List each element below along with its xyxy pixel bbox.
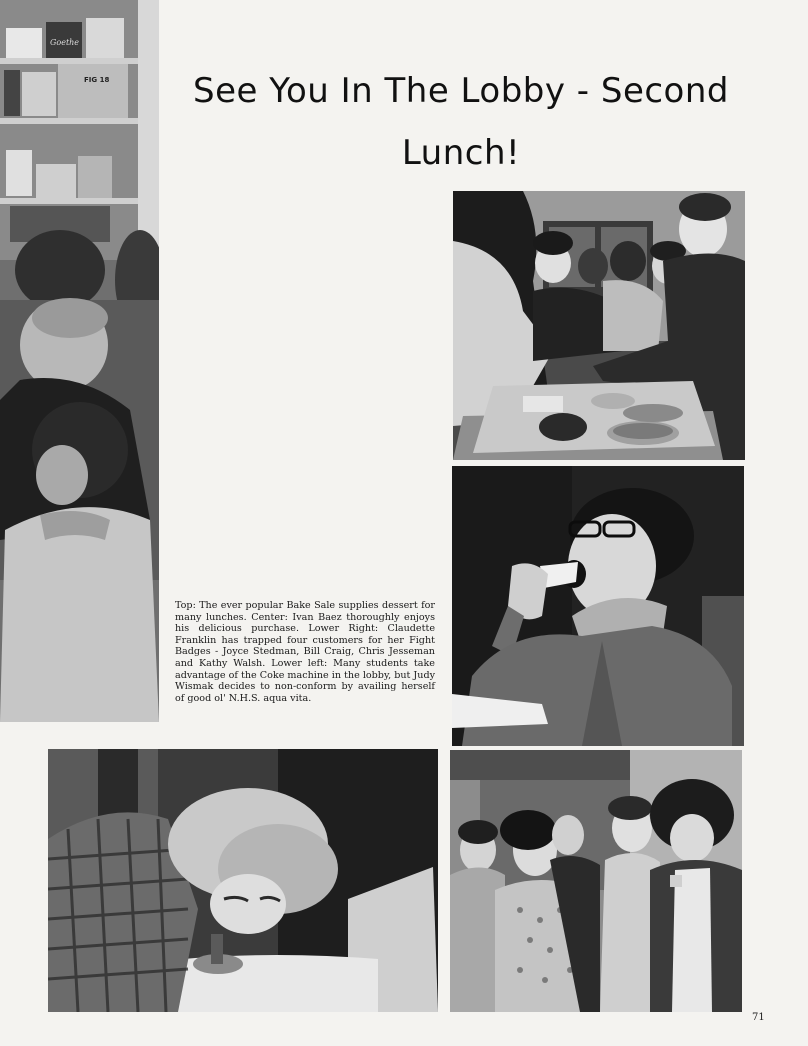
headline-line-2: Lunch! [401,133,521,173]
photo-book-rack-students [0,0,159,722]
book-title-fig: FIG 18 [84,76,110,84]
book-title-goethe: Goethe [50,38,80,47]
headline-line-1: See You In The Lobby - Second [192,71,729,111]
photo-fight-badges-group [450,750,742,1012]
page-headline [165,60,757,184]
photo-caption: Top: The ever popular Bake Sale supplies dessert for many lunches. Center: Ivan Baez thoroughly enjoys his delicious purchase. Lower Right: Claudette Franklin has trapped four customers for her Fight Badges - Joyce Stedman, Bill Craig, Chris Jesseman and Kathy Walsh. Lower left: Many students take advantage of the Coke machine in the lobby, but Judy Wismak decides to non-conform by availing herself of good ol' N.H.S. aqua vita. [175,600,436,704]
page-number: 71 [752,1012,765,1023]
photo-bake-sale [453,191,745,460]
photo-boy-eating-dessert [452,466,744,746]
photo-girl-drinking-fountain [48,749,438,1012]
